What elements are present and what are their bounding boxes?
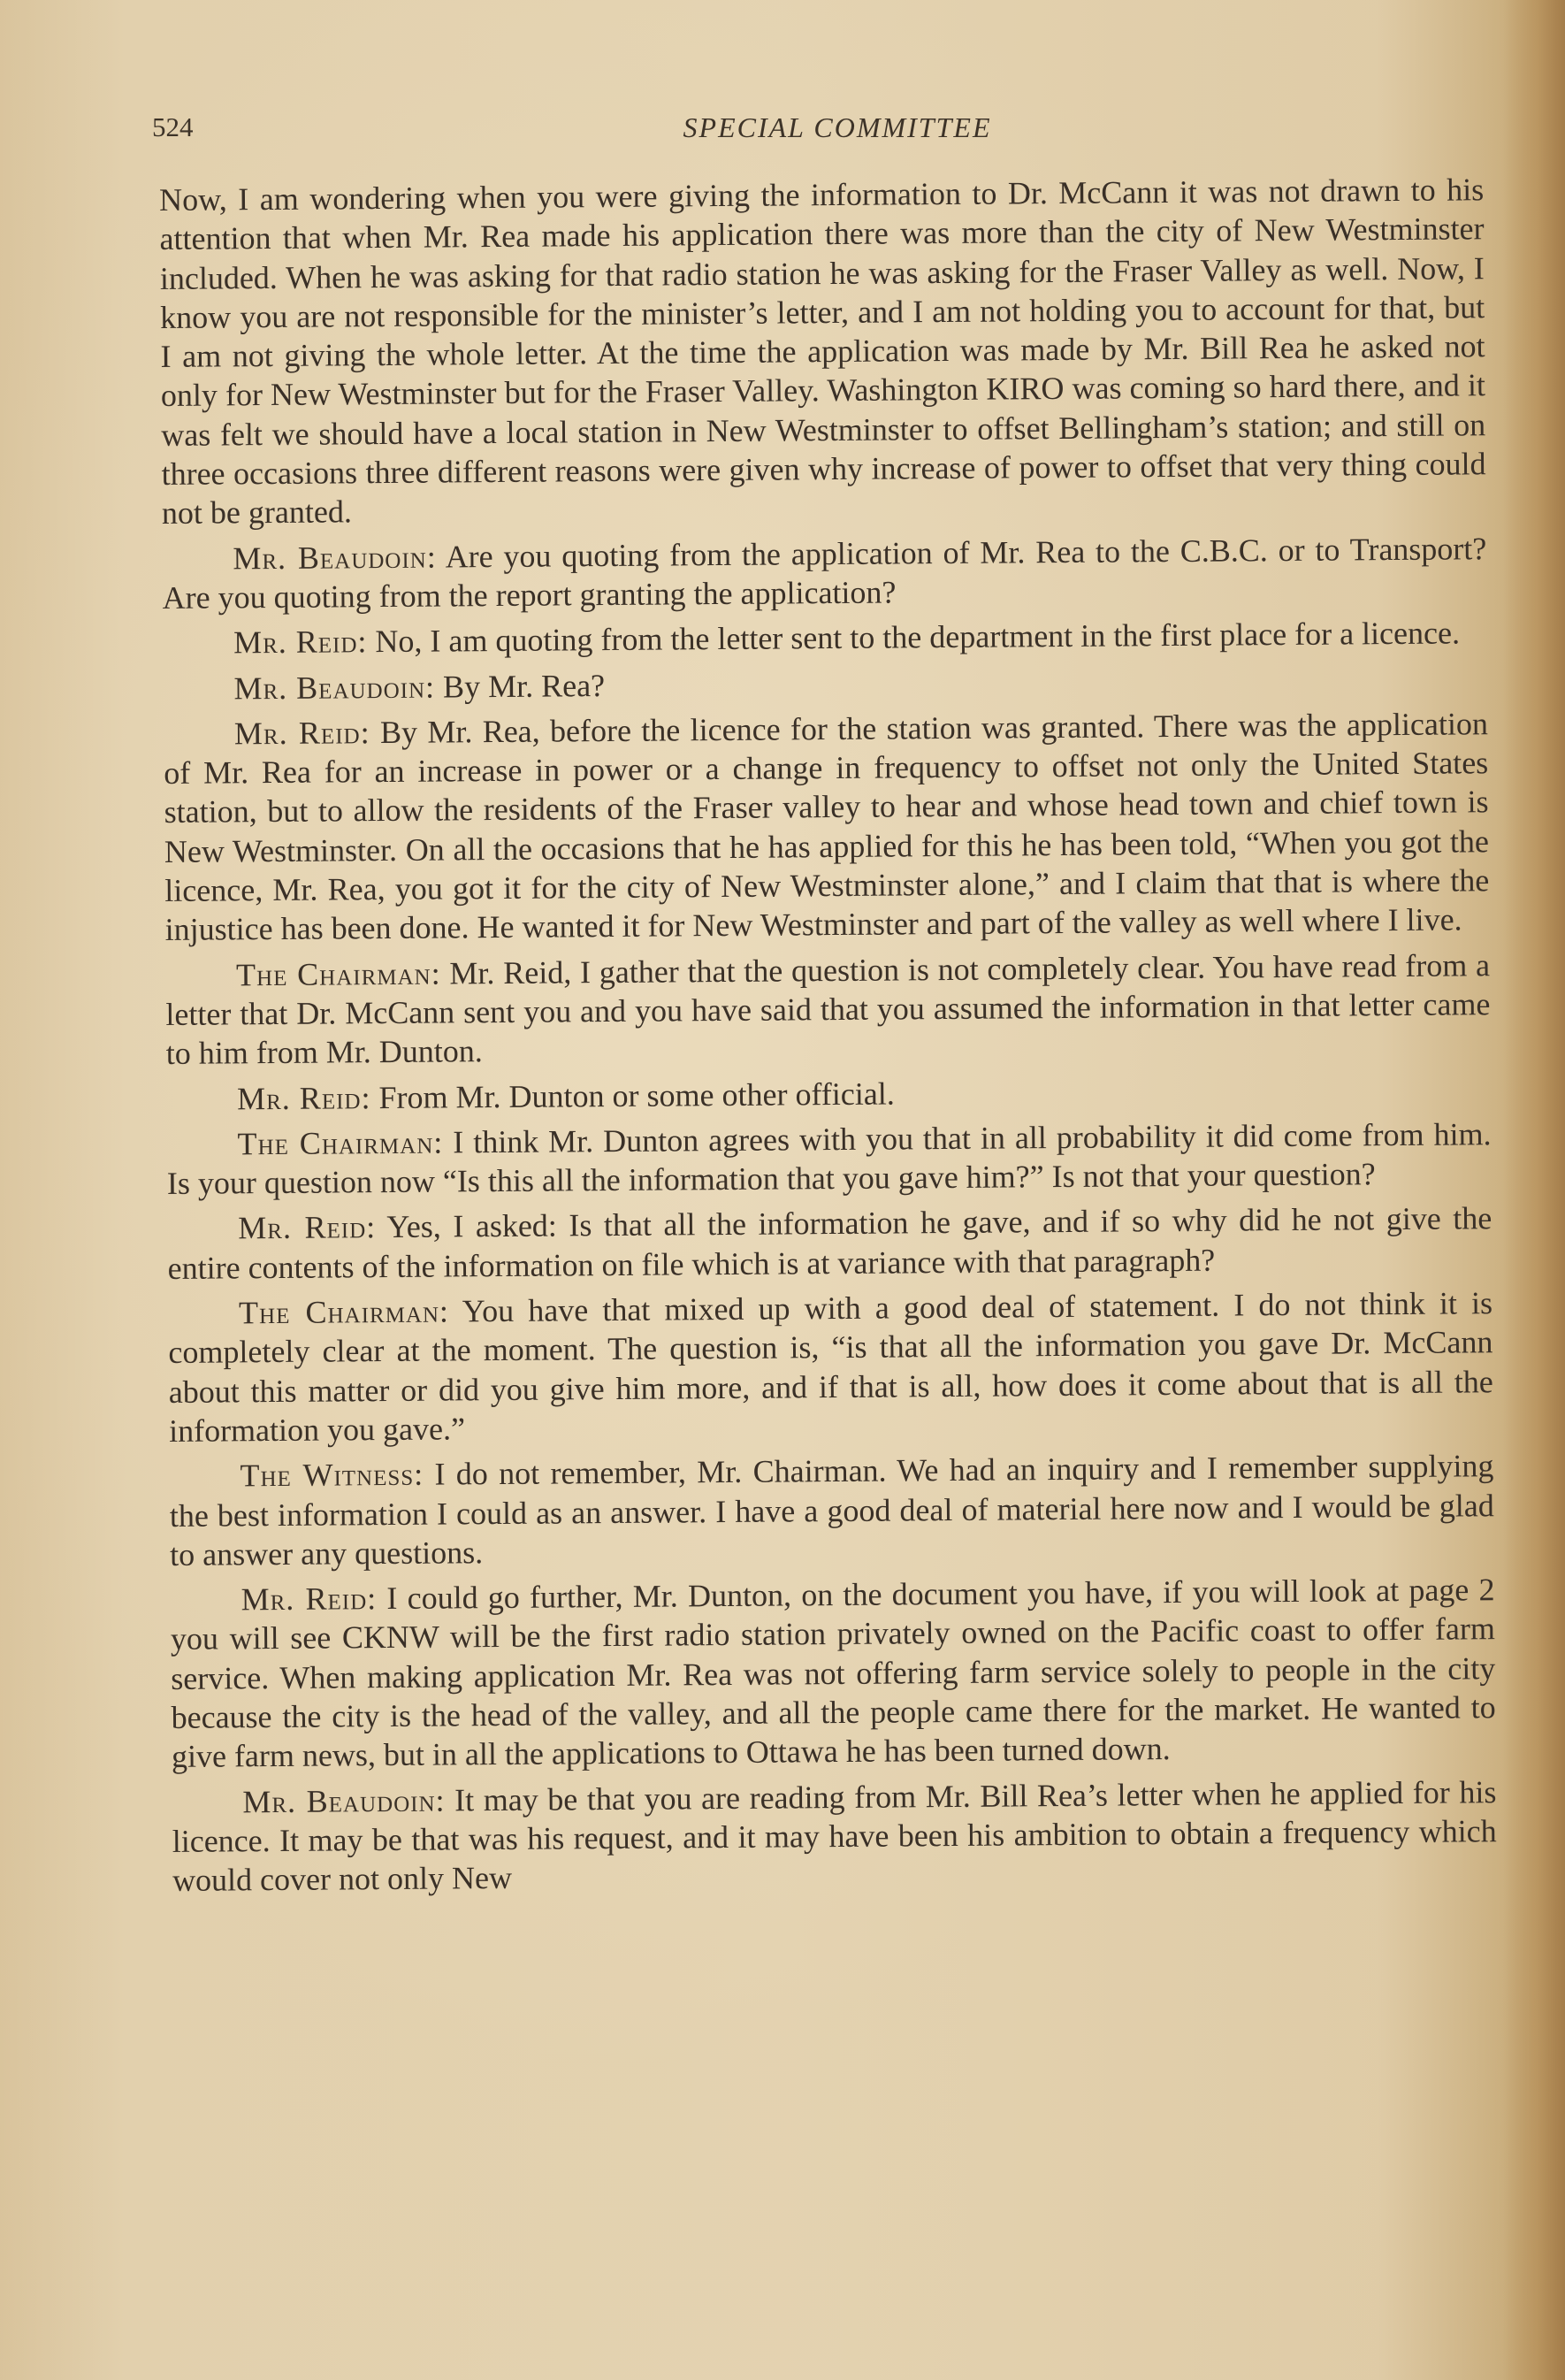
running-head: SPECIAL COMMITTEE — [683, 111, 992, 143]
paragraph-reid-5 — [170, 1570, 1496, 1776]
paragraph-text: Mr. Reid, I gather that the question is not completely clear. You have read from a letter that Dr. McCann sent you and you have said that you assumed the information in that letter came to him from Mr. Dunton. — [165, 946, 1491, 1072]
paragraph-chairman-2 — [166, 1114, 1492, 1203]
speaker-label: Mr. Reid: — [238, 1209, 377, 1246]
paragraph-reid-1 — [163, 613, 1487, 662]
paragraph-text: Are you quoting from the application of Mr. Rea to the C.B.C. or to Transport? Are you quoting from the report granting the application? — [162, 530, 1487, 616]
paragraph-text: No, I am quoting from the letter sent to the department in the first place for a licence. — [375, 615, 1461, 660]
paragraph-text: I think Mr. Dunton agrees with you that in all probability it did come from him. Is your question now “Is this all the information that you gave him?” Is not that your question? — [166, 1116, 1492, 1202]
speaker-label: Mr. Reid: — [236, 1079, 371, 1116]
paragraph-beaudoin-1 — [162, 529, 1487, 617]
speaker-label: Mr. Reid: — [233, 624, 368, 661]
paragraph-text: By Mr. Rea? — [442, 667, 606, 705]
speaker-label: Mr. Reid: — [233, 715, 370, 752]
speaker-label: The Chairman: — [235, 955, 441, 992]
speaker-label: The Chairman: — [237, 1124, 444, 1162]
page-edge-shadow — [1503, 0, 1565, 2380]
speaker-label: The Witness: — [240, 1456, 424, 1494]
paragraph-reid-4 — [167, 1199, 1492, 1288]
paragraph-text: I do not remember, Mr. Chairman. We had an inquiry and I remember supplying the best information I could as an answer. I have a good deal of material here now and I would be glad to answer any questions. — [169, 1448, 1494, 1573]
speaker-label: Mr. Beaudoin: — [233, 669, 436, 706]
paragraph-continuation — [159, 170, 1486, 532]
paragraph-text: I could go further, Mr. Dunton, on the document you have, if you will look at page 2 you will see CKNW will be the first radio station privately owned on the Pacific coast to offer farm service. When making application Mr. Rea was not offering farm service solely to people in the city because the city is the head of the valley, and all the people came there for the market. He wanted to give farm news, but in all the applications to Ottawa he has been turned down. — [170, 1572, 1496, 1775]
page-header — [152, 111, 1487, 156]
speaker-label: Mr. Beaudoin: — [242, 1782, 446, 1819]
paragraph-text: Now, I am wondering when you were giving the information to Dr. McCann it was not drawn to his attention that when Mr. Rea made his application there was more than the city of New Westminster included. When he was asking for that radio station he was asking for the Fraser Valley as well. Now, I know you are not responsible for the minister’s letter, and I am not holding you to account for that, but I am not giving the whole letter. At the time the application was made by Mr. Bill Rea he asked not only for New Westminster but for the Fraser Valley. Washington KIRO was coming so hard there, and it was felt we should have a local station in New Westminster to offset Bellingham’s station; and still on three occasions three different reasons were given why increase of power to offset that very thing could not be granted. — [159, 172, 1486, 532]
paragraph-chairman-3 — [168, 1283, 1493, 1450]
paragraph-text: You have that mixed up with a good deal of statement. I do not think it is completely clear at the moment. The question is, “is that all the information you gave Dr. McCann about this matter or did you give him more, and if that is all, how does it come about that is all the information you gave.” — [168, 1285, 1493, 1449]
speaker-label: Mr. Beaudoin: — [233, 539, 437, 577]
paragraph-witness-1 — [169, 1446, 1494, 1574]
paragraph-reid-3 — [166, 1069, 1491, 1119]
paragraph-text: By Mr. Rea, before the licence for the station was granted. There was the application of Mr. Rea for an increase in power or a change in frequency to offset not only the United States station, but to allow the residents of the Fraser valley to hear and whose head town and chief town is New Westminster. On all the occasions that he has applied for this he has been told, “When you got the licence, Mr. Rea, you got it for the city of New Westminster alone,” and I claim that that is where the injustice has been done. He wanted it for New Westminster and part of the valley as well where I live. — [164, 706, 1490, 948]
paragraph-beaudoin-2 — [163, 659, 1487, 708]
page-number: 524 — [152, 111, 194, 142]
speaker-label: The Chairman: — [238, 1293, 450, 1331]
transcript-body — [159, 170, 1497, 1906]
paragraph-text: It may be that you are reading from Mr. Bill Rea’s letter when he applied for his licence. It may be that was his request, and it may have been his ambition to obtain a frequency which would cover not only New — [172, 1773, 1497, 1899]
paragraph-chairman-1 — [165, 945, 1491, 1074]
speaker-label: Mr. Reid: — [240, 1580, 378, 1618]
paragraph-reid-2 — [164, 704, 1490, 950]
paragraph-text: From Mr. Dunton or some other official. — [378, 1075, 895, 1115]
paragraph-beaudoin-3 — [172, 1772, 1497, 1901]
paragraph-text: Yes, I asked: Is that all the information he gave, and if so why did he not give the entire contents of the information on file which is at variance with that paragraph? — [167, 1200, 1492, 1286]
